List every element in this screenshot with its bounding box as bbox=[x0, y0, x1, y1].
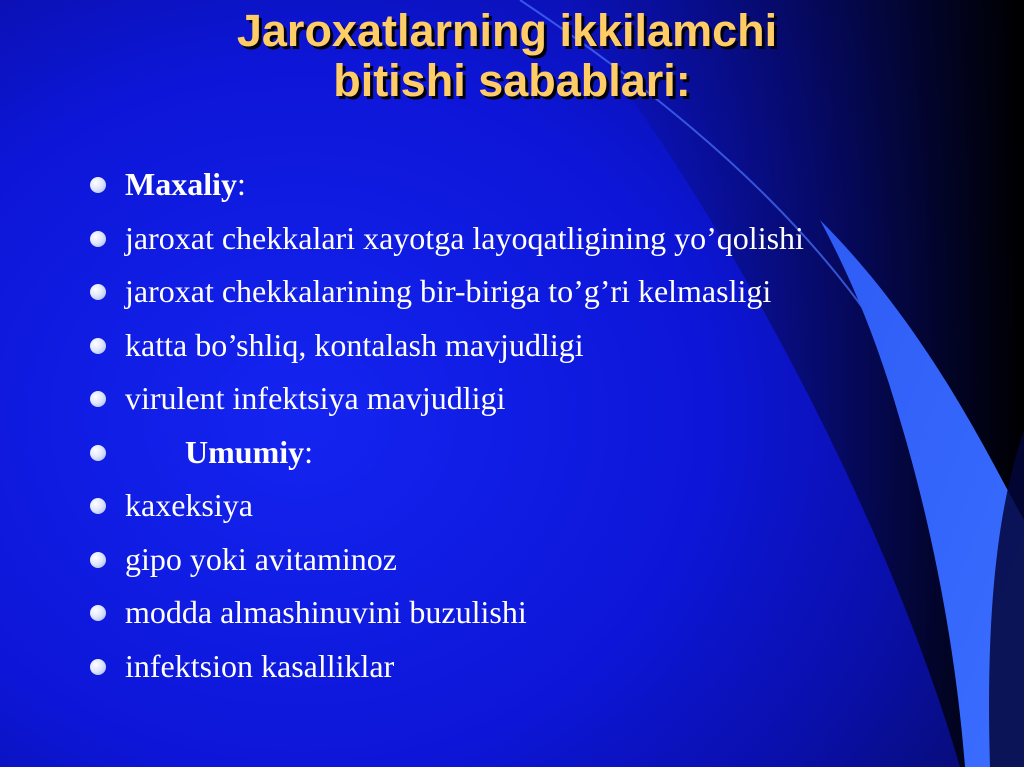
bullet-item-umumiy bbox=[88, 426, 804, 480]
list-item bbox=[88, 212, 804, 266]
list-item bbox=[88, 319, 804, 373]
bullet-dot-icon bbox=[90, 177, 106, 193]
bullet-text: modda almashinuvini buzulishi bbox=[125, 594, 527, 631]
list-item bbox=[88, 479, 804, 533]
bullet-dot-icon bbox=[90, 231, 106, 247]
bullet-text: virulent infektsiya mavjudligi bbox=[125, 380, 506, 417]
bullet-text: jaroxat chekkalari xayotga layoqatligining yo’qolishi bbox=[125, 219, 804, 256]
bullet-text: : bbox=[304, 433, 313, 470]
bullet-dot-icon bbox=[90, 445, 106, 461]
slide-title bbox=[0, 6, 1024, 106]
list-item bbox=[88, 265, 804, 319]
bullet-text: jaroxat chekkalarining bir-biriga to’g’ri kelmasligi bbox=[125, 273, 772, 310]
bullet-text: gipo yoki avitaminoz bbox=[125, 540, 397, 577]
bullet-bold-text: Maxaliy bbox=[125, 166, 237, 203]
bullet-dot-icon bbox=[90, 284, 106, 300]
bullet-text: : bbox=[236, 166, 246, 203]
bullet-dot-icon bbox=[90, 391, 106, 407]
bullet-text: katta bo’shliq, kontalash mavjudligi bbox=[125, 326, 584, 363]
bullet-dot-icon bbox=[90, 338, 106, 354]
bullet-text: infektsion kasalliklar bbox=[125, 647, 395, 684]
bullet-text: kaxeksiya bbox=[125, 487, 253, 524]
bullet-dot-icon bbox=[90, 498, 106, 514]
bullet-item-maxaliy bbox=[88, 158, 804, 212]
bullet-list bbox=[88, 158, 804, 693]
list-item bbox=[88, 372, 804, 426]
list-item bbox=[88, 586, 804, 640]
title-line-2: bitishi sabablari: bbox=[333, 55, 691, 106]
title-line-1: Jaroxatlarning ikkilamchi bbox=[236, 5, 778, 56]
bullet-dot-icon bbox=[90, 605, 106, 621]
bullet-dot-icon bbox=[90, 659, 106, 675]
list-item bbox=[88, 533, 804, 587]
bullet-bold-text: Umumiy bbox=[185, 433, 305, 470]
bullet-dot-icon bbox=[90, 552, 106, 568]
list-item bbox=[88, 640, 804, 694]
